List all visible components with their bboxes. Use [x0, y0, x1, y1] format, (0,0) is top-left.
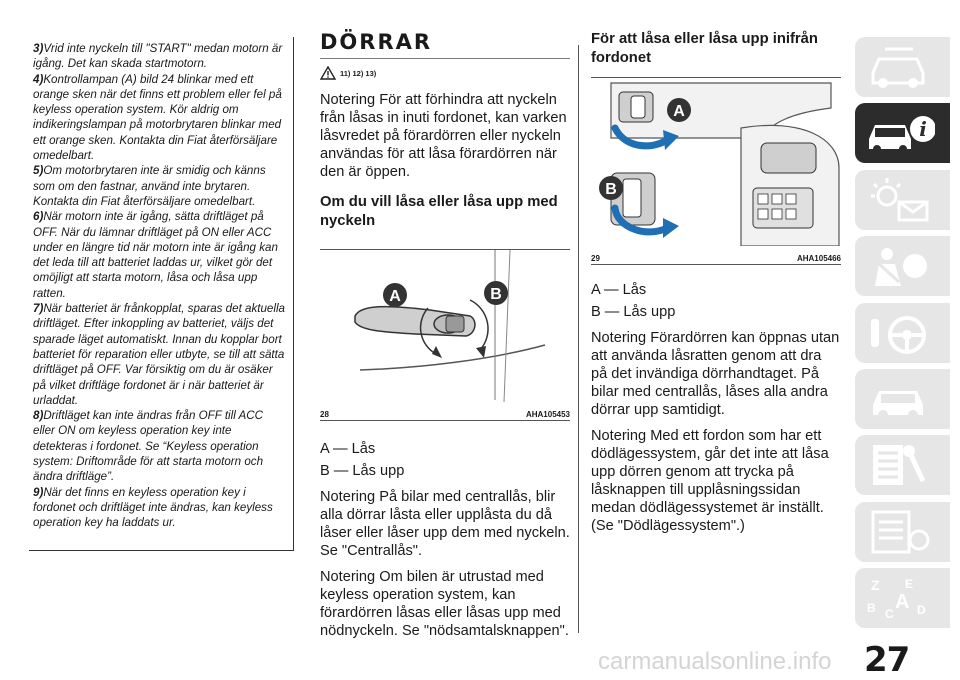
note-8 [33, 408, 287, 484]
inside-lock-column [591, 30, 841, 535]
note-4 [33, 72, 287, 164]
figure-label-a: A [389, 288, 401, 305]
legend-a: A — Lås [320, 441, 376, 457]
figure-caption [591, 251, 841, 263]
figure-29 [591, 77, 841, 265]
tab-dashboard[interactable] [855, 37, 950, 97]
note-text: När batteriet är frånkopplat, sparas det aktuella driftläget. Efter inkoppling av batteriet, väljs det sparade läget automatiskt. Innan du kopplar bort batteriet för reparation eller utbyte, se till att sätta driftläget på OFF. Var försiktig om du är osäker på vilket driftläge fordonet är i när batteriet är urladdat. [33, 302, 285, 407]
warning-lights-icon [865, 176, 935, 224]
car-dashboard-icon [865, 43, 935, 91]
figure-label-b: B [605, 181, 617, 198]
note-5 [33, 163, 287, 209]
car-maintenance-icon [865, 441, 935, 489]
svg-text:i: i [919, 117, 927, 142]
note-6 [33, 209, 287, 301]
figure-28 [320, 249, 570, 421]
svg-text:E: E [905, 577, 914, 592]
page-number: 27 [864, 640, 910, 680]
warning-references [320, 65, 570, 81]
tab-maintenance[interactable] [855, 435, 950, 495]
car-info-icon [865, 109, 935, 157]
note-number: 9) [33, 485, 44, 499]
figure-label-a: A [673, 103, 685, 120]
tab-technical-data[interactable] [855, 502, 950, 562]
note-3 [33, 41, 287, 72]
note-text: Vrid inte nyckeln till "START" medan motorn är igång. Det kan skada startmotorn. [33, 42, 283, 71]
interior-door-lock-illustration [591, 78, 841, 246]
figure-label-b: B [490, 286, 502, 303]
svg-text:C: C [885, 607, 894, 622]
chapter-tabs [855, 37, 950, 635]
note-text: Kontrollampan (A) bild 24 blinkar med ett orange sken när det finns ett problem eller fel på keyless operation system. Kör aldrig om indikeringslampan på motorbrytaren blinkar med ett orange sken. Kontakta din Fiat återförsäljare omedelbart. [33, 72, 282, 163]
tab-driving[interactable] [855, 303, 950, 363]
note-number: 6) [33, 210, 44, 224]
svg-text:B: B [867, 601, 876, 616]
legend-a: A — Lås [591, 282, 647, 298]
index-alphabet-icon [865, 574, 935, 622]
figure-caption [320, 407, 570, 419]
svg-text:A: A [895, 591, 910, 614]
figure-code: AHA105453 [525, 410, 570, 419]
section-title: DÖRRAR [320, 30, 570, 59]
doors-column [320, 30, 570, 640]
tab-index[interactable] [855, 568, 950, 628]
note-text: När det finns en keyless operation key i fordonet och driftläget inte ändras, kan keyless operation key ha laddats ur. [33, 485, 273, 530]
car-emergency-icon [865, 375, 935, 423]
note-paragraph: Notering Om bilen är utrustad med keyless operation system, kan förardörren låsas eller låsas upp med nödnyckeln. Se "nödsamtalsknappen". [320, 569, 569, 639]
note-paragraph: Notering På bilar med centrallås, blir alla dörrar låsta eller upplåsta du då låser eller låser upp dem med nyckeln. Se "Centrallås". [320, 489, 570, 559]
figure-number: 28 [320, 410, 329, 419]
warning-triangle-icon [320, 66, 336, 80]
legend-b: B — Lås upp [591, 304, 676, 320]
steering-wheel-icon [865, 309, 935, 357]
notes-box [29, 37, 294, 551]
note-number: 3) [33, 42, 44, 55]
svg-text:Z: Z [871, 577, 880, 594]
watermark: carmanualsonline.info [598, 648, 832, 675]
safety-airbag-icon [865, 242, 935, 290]
svg-text:D: D [917, 603, 926, 618]
note-text: Om motorbrytaren inte är smidig och känns som om den fastnar, använd inte brytaren. Kontakta din Fiat återförsäljare omedelbart. [33, 164, 266, 208]
tab-safety[interactable] [855, 236, 950, 296]
note-number: 4) [33, 72, 44, 86]
note-paragraph: Notering För att förhindra att nyckeln från låsas in inuti fordonet, kan varken låsvredet på förardörren eller nyckeln användas för att låsa förardörren när den är öppen. [320, 92, 567, 180]
tab-warning-lights[interactable] [855, 170, 950, 230]
note-7 [33, 301, 287, 408]
figure-code: AHA105466 [796, 254, 841, 263]
technical-data-icon [865, 508, 935, 556]
note-paragraph: Notering Med ett fordon som har ett dödlägessystem, går det inte att låsa upp dörren genom att trycka på låsknappen till upplåsningssidan medan dödlägessystemet är inställt. (Se "Dödlägessystem".) [591, 428, 829, 534]
warning-refs: 11) 12) 13) [340, 68, 377, 78]
subheading: Om du vill låsa eller låsa upp med nyckeln [320, 194, 558, 229]
note-number: 5) [33, 164, 44, 178]
note-paragraph: Notering Förardörren kan öppnas utan att använda låsratten genom att dra på det invändiga dörrhandtaget. På bilar med centrallås, låses alla andra dörrar upp samtidigt. [591, 330, 840, 418]
figure-number: 29 [591, 254, 600, 263]
subheading: För att låsa eller låsa upp inifrån fordonet [591, 31, 818, 66]
legend-b: B — Lås upp [320, 463, 405, 479]
door-handle-key-illustration [320, 250, 570, 402]
note-text: Driftläget kan inte ändras från OFF till ACC eller ON om keyless operation key inte detekteras i fordonet. Se “Keyless operation system: Driftområde för att starta motorn och ändra driftläge”. [33, 409, 264, 484]
tab-car-info[interactable] [855, 103, 950, 163]
note-text: När motorn inte är igång, sätta driftläget på OFF. När du lämnar driftläget på ON eller ACC under en längre tid när motorn inte är igång kan det leda till att batteriet laddas ur, vilket gör det omöjligt att starta motorn, låsa och låsa upp ratten. [33, 210, 278, 300]
tab-emergency[interactable] [855, 369, 950, 429]
note-number: 7) [33, 302, 44, 316]
column-divider [578, 45, 579, 633]
note-9 [33, 485, 287, 531]
note-number: 8) [33, 409, 44, 423]
